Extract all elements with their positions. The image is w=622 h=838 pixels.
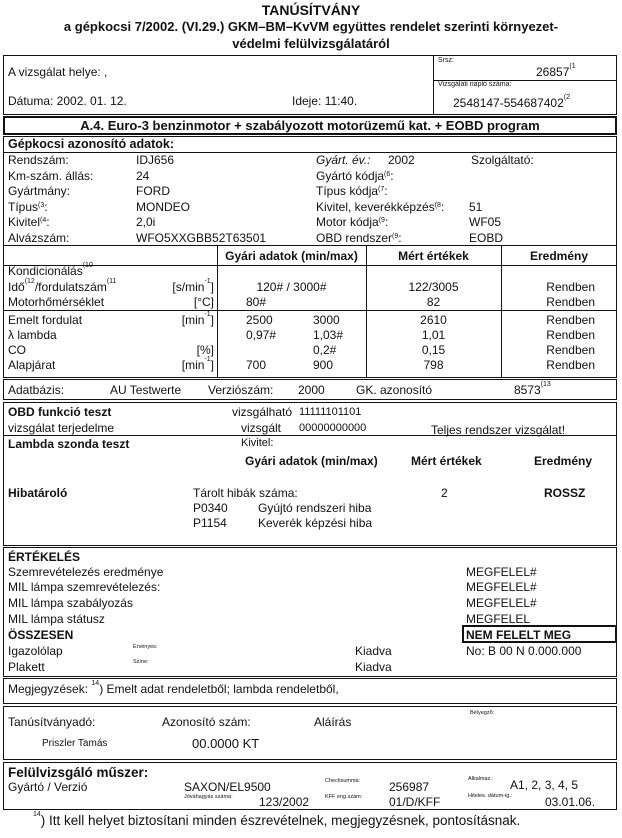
obd-full-system: Teljes rendszer vizsgálat! (431, 423, 566, 437)
lambda-col-factory: Gyári adatok (min/max) (245, 454, 378, 468)
vehicle-left-labels (8, 153, 93, 246)
fault-code-1: P0340 (193, 501, 228, 515)
label-alvazszam: Alvázszám: (8, 230, 70, 245)
approval-value: 123/2002 (259, 795, 310, 809)
measure-row-measured: 2610 (420, 313, 447, 327)
version-value: 2000 (298, 383, 325, 397)
value-rendszam: IDJ656 (136, 153, 175, 167)
inspection-place: A vizsgálat helye: , (8, 65, 108, 79)
certifier-name: Priszler Tamás (42, 738, 108, 749)
certificate-label: Igazolólap (8, 644, 63, 658)
plate-label: Plakett (8, 660, 45, 674)
value-alvazszam: WFO5XXGBB52T63501 (136, 230, 267, 245)
measure-row-factory-min: 0,97# (246, 328, 277, 342)
vehicle-left-values (136, 153, 266, 246)
certificate-number: No: B 00 N 0.000.000 (466, 644, 582, 658)
measure-row-result: Rendben (546, 343, 595, 357)
value-gyart-ev: 2002 (388, 153, 415, 167)
measure-row-measured: 0,15 (421, 343, 446, 357)
measure-row-unit: [%] (196, 343, 214, 357)
measure-row-unit: [°C] (193, 295, 214, 309)
measure-row-factory-max: 3000 (313, 313, 340, 327)
remarks-text: Megjegyzések: $^{14}$) Emelt adat rendeletből; lambda rendeletből, (8, 680, 339, 696)
measure-row-result: Rendben (546, 328, 595, 342)
version-label: Verziószám: (208, 383, 274, 397)
certifier-label: Tanúsítványadó: (8, 715, 96, 729)
measure-row-label: Emelt fordulat (8, 313, 83, 327)
lambda-test-title: Lambda szonda teszt (8, 437, 130, 451)
fault-desc-1: Gyújtó rendszeri hiba (258, 501, 372, 515)
checksum-value: 256987 (389, 780, 430, 794)
label-obd-rendszer: OBD rendszer$^{(9}$: (316, 230, 402, 245)
measure-row-unit: $[\min^{-1}]$ (181, 356, 214, 372)
obd-scope-label: vizsgálat terjedelme (8, 421, 115, 435)
evaluation-row-label: MIL lámpa szemrevételezés: (8, 580, 161, 594)
gk-label: GK. azonosító (356, 383, 433, 397)
approval-label: Jóváhagyás száma: (184, 794, 233, 800)
label-gyarto-kod: Gyártó kódja$^{(6}$: (316, 168, 394, 183)
lambda-col-result: Eredmény (534, 454, 593, 468)
program-title: A.4. Euro-3 benzinmotor + szabályozott motorüzemű kat. + EOBD program (80, 118, 540, 133)
inspection-date: Dátuma: 2002. 01. 12. (8, 94, 127, 108)
srsz-label: Srsz: (438, 57, 454, 64)
evaluation-row-label: MIL lámpa státusz (8, 612, 105, 626)
lambda-col-measured: Mért értékek (411, 454, 482, 468)
measure-row-label: Idő$^{(12}$/fordulatszám$^{(11}$ (8, 278, 117, 294)
footnote: $^{14}$) Itt kell helyet biztosítani minden észrevételnek, megjegyzésnek, pontosításnak. (33, 811, 521, 828)
col-measured-header: Mért értékek (398, 249, 469, 263)
measure-row-factory-min: 80# (246, 295, 267, 309)
measure-row-measured: 82 (426, 295, 441, 309)
evaluation-row-label: Szemrevételezés eredménye (8, 565, 164, 579)
document-subtitle-line2: védelmi felülvizsgálatáról (232, 36, 390, 51)
value-gyartmany: FORD (136, 184, 170, 198)
lambda-kivitel-label: Kivitel: (241, 437, 274, 449)
database-value: AU Testwerte (110, 383, 182, 397)
measure-row-result: Rendben (546, 358, 595, 372)
certificate-issued: Kiadva (355, 644, 392, 658)
measure-row-result: Rendben (546, 295, 595, 309)
measure-row-factory-min: 700 (246, 358, 267, 372)
value-kivitel: 2,0i (136, 215, 156, 229)
obd-testable-label: vizsgálható (232, 405, 293, 419)
obd-testable-value: 11111101101 (299, 406, 362, 418)
measure-row-label: λ lambda (8, 328, 57, 342)
srsz-value: 26857$^{(1}$ (536, 63, 576, 79)
evaluation-row-value: MEGFELEL# (466, 580, 537, 594)
evaluation-row-value: MEGFELEL# (466, 565, 537, 579)
provider-label: Szolgáltató: (471, 153, 534, 167)
col-factory-header: Gyári adatok (min/max) (225, 249, 358, 263)
kff-value: 01/D/KFF (389, 795, 441, 809)
measure-row-unit: $[s/\min^{-1}]$ (172, 278, 214, 294)
label-tipus: Típus$^{(3}$: (8, 199, 48, 214)
kff-label: KFF eng.szám: (325, 794, 363, 800)
stamp-label: Bélyegző: (470, 710, 495, 716)
inspection-time: Ideje: 11:40. (292, 94, 358, 108)
obd-tested-label: vizsgált (241, 421, 282, 435)
document-title: TANÚSÍTVÁNY (261, 2, 361, 18)
value-obd-rendszer: EOBD (469, 230, 504, 245)
instrument-maker-value: SAXON/EL9500 (184, 780, 271, 794)
color-label: Színe: (133, 659, 149, 665)
label-kivitel: Kivitel$^{(4}$: (8, 215, 50, 229)
fault-code-2: P1154 (193, 516, 227, 530)
fault-result: ROSSZ (544, 486, 586, 500)
evaluation-row-value: MEGFELEL# (466, 596, 537, 610)
database-label: Adatbázis: (8, 383, 65, 397)
measure-row-factory: 120# / 3000# (256, 280, 327, 294)
measure-row-result: Rendben (546, 280, 595, 294)
document-subtitle-line1: a gépkocsi 7/2002. (VI.29.) GKM–BM–KvVM együttes rendelet szerinti környezet- (63, 19, 559, 34)
col-result-header: Eredmény (529, 249, 589, 263)
value-km: 24 (136, 168, 150, 183)
label-kivitel-kev: Kivitel, keverékképzés$^{(8}$: (316, 199, 445, 214)
obd-test-title: OBD funkció teszt (8, 405, 112, 419)
vehicle-right-values (469, 200, 503, 247)
gk-value: 8573$^{(13}$ (514, 381, 551, 397)
label-tipus-kod: Típus kódja$^{(7}$: (316, 184, 388, 198)
certifier-id-label: Azonosító szám: (162, 715, 251, 729)
summary-label: ÖSSZESEN (8, 628, 74, 642)
measure-row-result: Rendben (546, 313, 595, 327)
measure-row-label: Alapjárat (8, 358, 56, 372)
vehicle-heading: Gépkocsi azonosító adatok: (8, 137, 175, 151)
measure-row-factory-max: 1,03# (313, 328, 344, 342)
signature-label: Aláírás (314, 715, 352, 729)
label-rendszam: Rendszám: (8, 153, 69, 167)
fault-memory-title: Hibatároló (8, 486, 68, 500)
evaluation-row-value: MEGFELEL (466, 612, 531, 626)
fault-stored-count: 2 (441, 486, 448, 500)
instrument-title: Felülvizsgáló műszer: (8, 765, 149, 780)
applic-label: Alkalmaz.: (468, 776, 494, 782)
valid-label: Hiteles. dátum-ig.: (468, 793, 513, 799)
valid-value: 03.01.06. (545, 795, 596, 809)
vehicle-right-labels (316, 153, 444, 246)
checksum-label: Checksumma: (325, 778, 361, 784)
measure-row-factory-max: 900 (313, 358, 334, 372)
plate-issued: Kiadva (355, 660, 392, 674)
log-number-label: Vizsgálati napló száma: (438, 81, 512, 88)
certifier-id-value: 00.0000 KT (192, 736, 260, 751)
label-gyartmany: Gyártmány: (8, 184, 71, 198)
evaluation-row-label: MIL lámpa szabályozás (8, 596, 133, 610)
value-tipus: MONDEO (136, 199, 190, 214)
obd-tested-value: 00000000000 (299, 422, 367, 434)
validity-label: Érvényes: (133, 644, 158, 650)
log-number-value: 2548147-554687402$^{(2}$ (453, 94, 571, 110)
measure-row-measured: 798 (423, 358, 444, 372)
conditioning-label: Kondicionálás$^{(10}$ (8, 262, 93, 278)
value-motor-kod: WF05 (469, 215, 502, 229)
measure-row-label: CO (8, 343, 26, 357)
evaluation-title: ÉRTÉKELÉS (8, 550, 81, 564)
measure-row-measured: 1,01 (421, 328, 446, 342)
fault-desc-2: Keverék képzési hiba (258, 516, 373, 530)
measure-row-unit: $[\min^{-1}]$ (181, 311, 214, 327)
measure-row-label: Motorhőmérséklet (8, 295, 105, 309)
summary-value: NEM FELELT MEG (466, 628, 572, 642)
label-km: Km-szám. állás: (8, 168, 94, 183)
label-motor-kod: Motor kódja$^{(9}$: (316, 215, 389, 229)
measure-row-factory-max: 0,2# (313, 343, 337, 357)
instrument-maker-label: Gyártó / Verzió (8, 780, 88, 794)
label-gyart-ev: Gyárt. év.: (316, 153, 371, 167)
measure-row-factory-min: 2500 (246, 313, 273, 327)
applic-value: A1, 2, 3, 4, 5 (510, 778, 579, 792)
fault-stored-label: Tárolt hibák száma: (193, 486, 298, 500)
value-kivitel-kev: 51 (469, 199, 483, 214)
measure-row-measured: 122/3005 (408, 280, 459, 294)
